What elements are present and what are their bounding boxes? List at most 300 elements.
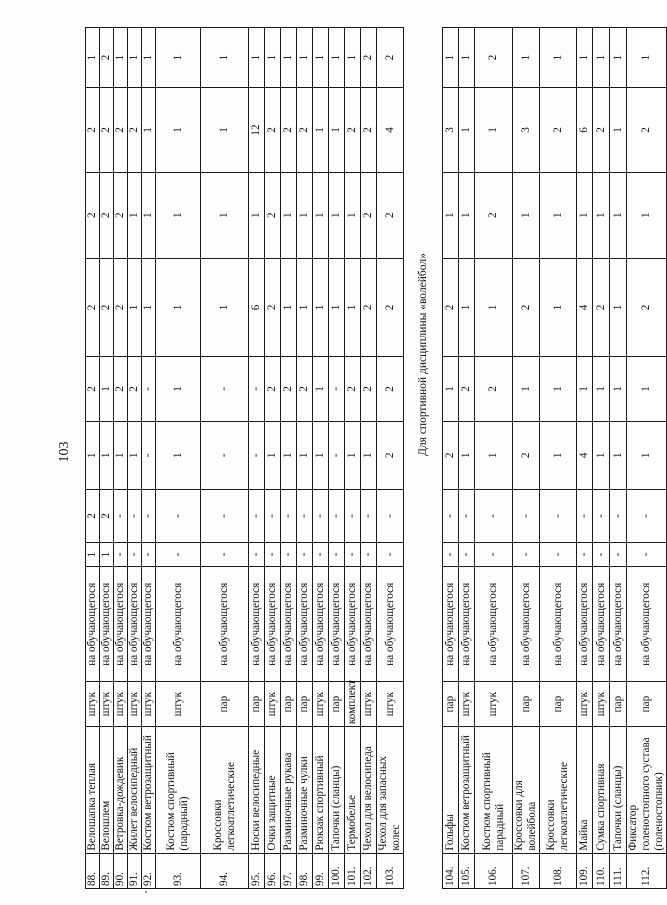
value-cell: 1 (156, 421, 201, 490)
row-number: 104. (443, 853, 459, 888)
value-cell: 2 (86, 357, 100, 421)
value-cell: 1 (100, 357, 114, 421)
value-cell: 2 (297, 88, 313, 173)
value-cell: 1 (593, 357, 610, 421)
unit-of-measure: пар (201, 682, 249, 727)
value-cell: - (142, 542, 156, 567)
value-cell: 1 (627, 28, 667, 88)
value-cell: 1 (513, 172, 540, 258)
table-row (459, 28, 475, 889)
value-cell: 1 (459, 88, 475, 173)
value-cell: 1 (281, 421, 297, 490)
scan-speck (145, 891, 147, 893)
page-number: 103 (57, 441, 72, 463)
value-cell: 1 (610, 258, 627, 357)
value-cell: - (361, 542, 377, 567)
value-cell: 1 (540, 172, 577, 258)
value-cell: 1 (86, 28, 100, 88)
value-cell: 1 (201, 28, 249, 88)
row-number: 98. (297, 853, 313, 888)
value-cell: 2 (281, 88, 297, 173)
value-cell: 1 (249, 28, 265, 88)
value-cell: 1 (513, 28, 540, 88)
value-cell: 1 (513, 357, 540, 421)
row-number: 112. (627, 853, 667, 888)
value-cell: 1 (313, 172, 329, 258)
value-cell: - (265, 490, 281, 543)
value-cell: 1 (577, 28, 593, 88)
value-cell: - (201, 490, 249, 543)
value-cell: 1 (265, 28, 281, 88)
value-cell: 2 (100, 28, 114, 88)
unit-of-measure: штук (313, 682, 329, 727)
value-cell: - (577, 542, 593, 567)
value-cell: 1 (540, 28, 577, 88)
value-cell: - (201, 357, 249, 421)
row-number: 90. (114, 853, 128, 888)
unit-of-measure: пар (443, 682, 459, 727)
calculation-unit: на обучающегося (114, 567, 128, 682)
table-row (265, 28, 281, 889)
item-name: Носки велосипедные (249, 727, 265, 854)
value-cell: 1 (156, 88, 201, 173)
value-cell: 1 (142, 88, 156, 173)
item-name: Тапочки (сланцы) (610, 727, 627, 854)
row-number: 88. (86, 853, 100, 888)
value-cell: - (249, 542, 265, 567)
calculation-unit: на обучающегося (142, 567, 156, 682)
value-cell: 1 (345, 421, 361, 490)
value-cell: 1 (297, 28, 313, 88)
value-cell: 2 (265, 172, 281, 258)
calculation-unit: на обучающегося (443, 567, 459, 682)
row-number: 108. (540, 853, 577, 888)
value-cell: 1 (313, 421, 329, 490)
table-row (114, 28, 128, 889)
value-cell: 1 (329, 88, 345, 173)
table-row (475, 28, 513, 889)
table-row (329, 28, 345, 889)
value-cell: - (345, 490, 361, 543)
unit-of-measure: штук (265, 682, 281, 727)
value-cell: 1 (281, 258, 297, 357)
value-cell: 1 (610, 88, 627, 173)
value-cell: 1 (443, 28, 459, 88)
value-cell: 2 (475, 28, 513, 88)
item-name: Фиксатор голеностопного сустава (голеностопник) (627, 727, 667, 854)
value-cell: - (249, 357, 265, 421)
value-cell: 1 (156, 172, 201, 258)
table-row (577, 28, 593, 889)
calculation-unit: на обучающегося (265, 567, 281, 682)
table-row (610, 28, 627, 889)
value-cell: 3 (513, 88, 540, 173)
value-cell: - (610, 542, 627, 567)
value-cell: - (593, 542, 610, 567)
value-cell: 1 (443, 357, 459, 421)
value-cell: 4 (377, 88, 404, 173)
value-cell: 1 (297, 172, 313, 258)
value-cell: - (142, 421, 156, 490)
value-cell: 2 (377, 357, 404, 421)
value-cell: 1 (313, 28, 329, 88)
value-cell: 2 (128, 357, 142, 421)
value-cell: 1 (345, 28, 361, 88)
value-cell: 1 (329, 28, 345, 88)
calculation-unit: на обучающегося (361, 567, 377, 682)
table-row (86, 28, 100, 889)
item-name: Жилет велосипедный (128, 727, 142, 854)
value-cell: 2 (265, 258, 281, 357)
value-cell: 2 (513, 258, 540, 357)
value-cell: 2 (114, 172, 128, 258)
value-cell: - (459, 542, 475, 567)
value-cell: 2 (377, 28, 404, 88)
value-cell: 1 (201, 88, 249, 173)
calculation-unit: на обучающегося (540, 567, 577, 682)
row-number: 99. (313, 853, 329, 888)
value-cell: 2 (361, 258, 377, 357)
value-cell: - (142, 357, 156, 421)
value-cell: 2 (100, 88, 114, 173)
value-cell: 1 (475, 88, 513, 173)
value-cell: 2 (128, 88, 142, 173)
value-cell: - (156, 490, 201, 543)
calculation-unit: на обучающегося (281, 567, 297, 682)
value-cell: 1 (459, 172, 475, 258)
calculation-unit: на обучающегося (86, 567, 100, 682)
value-cell: - (201, 421, 249, 490)
value-cell: 3 (443, 88, 459, 173)
value-cell: 1 (459, 258, 475, 357)
value-cell: 1 (201, 258, 249, 357)
value-cell: 1 (627, 357, 667, 421)
item-name: Велошлем (100, 727, 114, 854)
table-row (201, 28, 249, 889)
value-cell: 1 (128, 258, 142, 357)
value-cell: 1 (593, 28, 610, 88)
value-cell: 1 (265, 421, 281, 490)
value-cell: 2 (377, 421, 404, 490)
value-cell: - (249, 421, 265, 490)
table-row (513, 28, 540, 889)
value-cell: - (329, 357, 345, 421)
value-cell: - (577, 490, 593, 543)
value-cell: 1 (577, 357, 593, 421)
row-number: 110. (593, 853, 610, 888)
value-cell: - (142, 490, 156, 543)
value-cell: 1 (313, 357, 329, 421)
unit-of-measure: штук (577, 682, 593, 727)
item-name: Кроссовки для волейбола (513, 727, 540, 854)
value-cell: - (128, 542, 142, 567)
value-cell: 2 (86, 88, 100, 173)
value-cell: 2 (627, 88, 667, 173)
value-cell: - (313, 490, 329, 543)
value-cell: 2 (475, 172, 513, 258)
row-number: 92. (142, 853, 156, 888)
calculation-unit: на обучающегося (201, 567, 249, 682)
value-cell: 2 (100, 172, 114, 258)
value-cell: 1 (577, 172, 593, 258)
section-title: Для спортивной дисциплины «волейбол» (404, 28, 443, 682)
item-name: Тапочки (сланцы) (329, 727, 345, 854)
value-cell: 1 (100, 421, 114, 490)
value-cell: 2 (361, 172, 377, 258)
table-section-divider (404, 28, 443, 889)
value-cell: 1 (142, 172, 156, 258)
unit-of-measure: пар (627, 682, 667, 727)
unit-of-measure: штук (459, 682, 475, 727)
value-cell: - (540, 542, 577, 567)
value-cell: 2 (593, 258, 610, 357)
value-cell: 1 (475, 258, 513, 357)
value-cell: - (513, 490, 540, 543)
row-number: 109. (577, 853, 593, 888)
value-cell: 2 (361, 357, 377, 421)
item-name: Майка (577, 727, 593, 854)
calculation-unit: на обучающегося (513, 567, 540, 682)
row-number: 91. (128, 853, 142, 888)
value-cell: 2 (459, 357, 475, 421)
value-cell: - (201, 542, 249, 567)
value-cell: 2 (475, 357, 513, 421)
value-cell: 2 (361, 28, 377, 88)
value-cell: - (443, 542, 459, 567)
unit-of-measure: пар (329, 682, 345, 727)
calculation-unit: на обучающегося (627, 567, 667, 682)
equipment-table (85, 27, 667, 889)
item-name: Костюм ветрозащитный (142, 727, 156, 854)
section-spacer (404, 682, 443, 889)
value-cell: 2 (114, 258, 128, 357)
value-cell: - (156, 542, 201, 567)
value-cell: 2 (86, 172, 100, 258)
value-cell: 1 (128, 28, 142, 88)
calculation-unit: на обучающегося (313, 567, 329, 682)
calculation-unit: на обучающегося (100, 567, 114, 682)
value-cell: 1 (475, 421, 513, 490)
value-cell: 2 (86, 258, 100, 357)
value-cell: 2 (377, 258, 404, 357)
item-name: Чехол для велосипеда (361, 727, 377, 854)
row-number: 103. (377, 853, 404, 888)
row-number: 96. (265, 853, 281, 888)
unit-of-measure: штук (361, 682, 377, 727)
table-row (313, 28, 329, 889)
value-cell: 2 (86, 490, 100, 543)
value-cell: 1 (86, 421, 100, 490)
value-cell: - (443, 490, 459, 543)
value-cell: 2 (100, 258, 114, 357)
value-cell: - (281, 542, 297, 567)
calculation-unit: на обучающегося (610, 567, 627, 682)
calculation-unit: на обучающегося (459, 567, 475, 682)
table-row (249, 28, 265, 889)
row-number: 100. (329, 853, 345, 888)
value-cell: 1 (345, 258, 361, 357)
table-row (142, 28, 156, 889)
value-cell: 2 (265, 357, 281, 421)
value-cell: 4 (577, 421, 593, 490)
value-cell: 1 (329, 172, 345, 258)
value-cell: 1 (459, 28, 475, 88)
item-name: Разминочные чулки (297, 727, 313, 854)
row-number: 106. (475, 853, 513, 888)
calculation-unit: на обучающегося (128, 567, 142, 682)
value-cell: - (593, 490, 610, 543)
value-cell: 1 (593, 421, 610, 490)
value-cell: 2 (297, 357, 313, 421)
unit-of-measure: пар (297, 682, 313, 727)
value-cell: - (540, 490, 577, 543)
table-row (345, 28, 361, 889)
unit-of-measure: штук (86, 682, 100, 727)
value-cell: 1 (540, 421, 577, 490)
value-cell: 1 (156, 357, 201, 421)
value-cell: 1 (540, 357, 577, 421)
value-cell: - (345, 542, 361, 567)
value-cell: 2 (443, 258, 459, 357)
value-cell: 1 (627, 421, 667, 490)
value-cell: 1 (610, 28, 627, 88)
item-name: Сумка спортивная (593, 727, 610, 854)
table-body-volleyball (443, 28, 667, 889)
value-cell: 2 (377, 172, 404, 258)
unit-of-measure: пар (610, 682, 627, 727)
value-cell: 1 (114, 28, 128, 88)
item-name: Велошапка теплая (86, 727, 100, 854)
value-cell: 2 (114, 357, 128, 421)
value-cell: 1 (142, 28, 156, 88)
value-cell: - (114, 542, 128, 567)
value-cell: - (459, 490, 475, 543)
table-body-cycling (86, 28, 404, 889)
calculation-unit: на обучающегося (156, 567, 201, 682)
value-cell: 1 (156, 28, 201, 88)
table-row (156, 28, 201, 889)
value-cell: - (329, 421, 345, 490)
value-cell: 6 (577, 88, 593, 173)
value-cell: - (627, 490, 667, 543)
value-cell: - (377, 490, 404, 543)
value-cell: - (297, 490, 313, 543)
value-cell: - (313, 542, 329, 567)
value-cell: 1 (281, 172, 297, 258)
item-name: Костюм спортивный парадный (475, 727, 513, 854)
item-name: Костюм ветрозащитный (459, 727, 475, 854)
row-number: 102. (361, 853, 377, 888)
item-name: Очки защитные (265, 727, 281, 854)
calculation-unit: на обучающегося (297, 567, 313, 682)
value-cell: 1 (610, 172, 627, 258)
table-row (593, 28, 610, 889)
row-number: 101. (345, 853, 361, 888)
value-cell: - (329, 490, 345, 543)
unit-of-measure: пар (540, 682, 577, 727)
item-name: Термобелье (345, 727, 361, 854)
value-cell: 1 (313, 88, 329, 173)
value-cell: 1 (100, 542, 114, 567)
value-cell: 2 (281, 357, 297, 421)
value-cell: 1 (345, 172, 361, 258)
value-cell: - (128, 490, 142, 543)
value-cell: 2 (361, 88, 377, 173)
table-row (377, 28, 404, 889)
unit-of-measure: пар (513, 682, 540, 727)
value-cell: - (297, 542, 313, 567)
unit-of-measure: штук (142, 682, 156, 727)
value-cell: 2 (513, 421, 540, 490)
unit-of-measure: комплект (345, 682, 361, 727)
value-cell: 1 (610, 421, 627, 490)
value-cell: 1 (459, 421, 475, 490)
item-name: Чехол для запасных колес (377, 727, 404, 854)
value-cell: 1 (114, 421, 128, 490)
value-cell: 2 (345, 88, 361, 173)
value-cell: 1 (297, 258, 313, 357)
table-row (128, 28, 142, 889)
value-cell: 1 (443, 172, 459, 258)
unit-of-measure: штук (156, 682, 201, 727)
unit-of-measure: штук (475, 682, 513, 727)
item-name: Ветровка-дождевик (114, 727, 128, 854)
value-cell: 2 (443, 421, 459, 490)
value-cell: - (329, 542, 345, 567)
value-cell: - (627, 542, 667, 567)
unit-of-measure: штук (114, 682, 128, 727)
value-cell: 1 (249, 172, 265, 258)
value-cell: 1 (540, 258, 577, 357)
value-cell: 1 (361, 421, 377, 490)
value-cell: 1 (610, 357, 627, 421)
value-cell: 1 (128, 172, 142, 258)
calculation-unit: на обучающегося (345, 567, 361, 682)
calculation-unit: на обучающегося (329, 567, 345, 682)
table-row (540, 28, 577, 889)
value-cell: - (265, 542, 281, 567)
table-row (100, 28, 114, 889)
item-name: Кроссовки легкоатлетические (540, 727, 577, 854)
table-row (627, 28, 667, 889)
row-number: 95. (249, 853, 265, 888)
value-cell: 1 (593, 172, 610, 258)
value-cell: 4 (577, 258, 593, 357)
value-cell: - (610, 490, 627, 543)
table-row (443, 28, 459, 889)
value-cell: 1 (297, 421, 313, 490)
row-number: 94. (201, 853, 249, 888)
value-cell: 2 (100, 490, 114, 543)
unit-of-measure: штук (377, 682, 404, 727)
value-cell: 6 (249, 258, 265, 357)
value-cell: 2 (345, 357, 361, 421)
unit-of-measure: пар (281, 682, 297, 727)
value-cell: 1 (128, 421, 142, 490)
item-name: Разминочные рукава (281, 727, 297, 854)
value-cell: - (281, 490, 297, 543)
value-cell: 1 (201, 172, 249, 258)
item-name: Рюкзак спортивный (313, 727, 329, 854)
value-cell: - (249, 490, 265, 543)
unit-of-measure: штук (593, 682, 610, 727)
value-cell: - (361, 490, 377, 543)
section-row (404, 28, 443, 889)
value-cell: 1 (156, 258, 201, 357)
value-cell: 1 (627, 172, 667, 258)
value-cell: - (475, 490, 513, 543)
table-row (297, 28, 313, 889)
